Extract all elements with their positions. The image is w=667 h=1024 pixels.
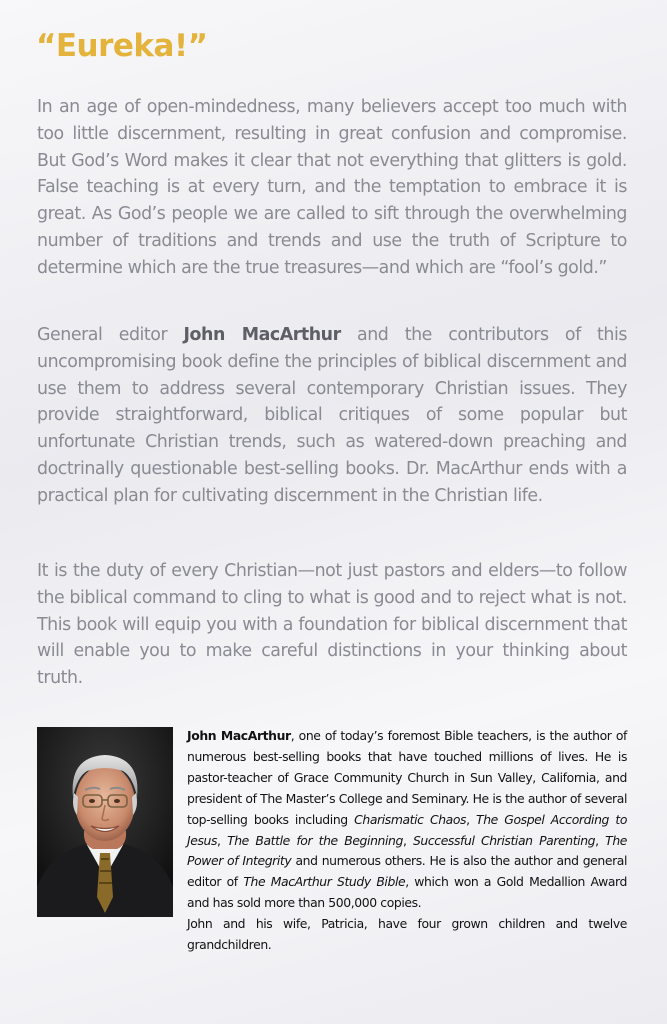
book-separator: , [217, 832, 228, 848]
book-title: The Power of Integrity [187, 832, 628, 869]
bio-family: John and his wife, Patricia, have four grown children and twelve grandchildren. [187, 916, 627, 953]
book-title: The Battle for the Beginning [227, 832, 403, 848]
author-photo [37, 727, 173, 917]
study-bible-title: The MacArthur Study Bible [243, 874, 406, 890]
book-separator: , [402, 832, 413, 848]
book-separator: , [595, 832, 606, 848]
bio-intro: , one of today’s foremost Bible teachers, is the author of numerous best-selling books that have touched millions of lives. He is pastor-teacher of Grace Community Church in Sun Valley, California, and president of The Master’s College and Seminary. He is the author of several top-selling books including [187, 728, 627, 827]
page-title: “Eureka!” [36, 28, 208, 64]
bio-mid: and numerous others. He is also the author and general editor of [187, 853, 627, 890]
book-title: Successful Christian Parenting [412, 832, 596, 848]
editor-paragraph-start: General editor [37, 325, 184, 345]
duty-paragraph: It is the duty of every Christian—not just pastors and elders—to follow the biblical command to cling to what is good and to reject what is not. This book will equip you with a foundation for biblical discernment that will enable you to make careful distinctions in your thinking about truth. [37, 561, 627, 689]
author-name: John MacArthur [187, 728, 291, 743]
editor-paragraph [37, 322, 627, 510]
editor-name: John MacArthur [183, 325, 341, 345]
bio-end: , which won a Gold Medallion Award and has sold more than 500,000 copies. [187, 874, 627, 911]
editor-paragraph-rest: and the contributors of this uncompromising book define the principles of biblical discernment and use them to address several contemporary Christian issues. They provide straightforward, biblical critiques of some popular but unfortunate Christian trends, such as watered-down preaching and doctrinally questionable best-selling books. Dr. MacArthur ends with a practical plan for cultivating discernment in the Christian life. [37, 325, 627, 506]
book-separator: , [466, 811, 477, 827]
author-bio [187, 726, 627, 956]
book-title: Charismatic Chaos [354, 811, 467, 827]
book-title: The Gospel According to Jesus [187, 811, 628, 848]
intro-paragraph: In an age of open-mindedness, many believers accept too much with too little discernment, resulting in great confusion and compromise. But God’s Word makes it clear that not everything that glitters is gold. False teaching is at every turn, and the temptation to embrace it is great. As God’s people we are called to sift through the overwhelming number of traditions and trends and use the truth of Scripture to determine which are the true treasures—and which are “fool’s gold.” [37, 97, 627, 278]
